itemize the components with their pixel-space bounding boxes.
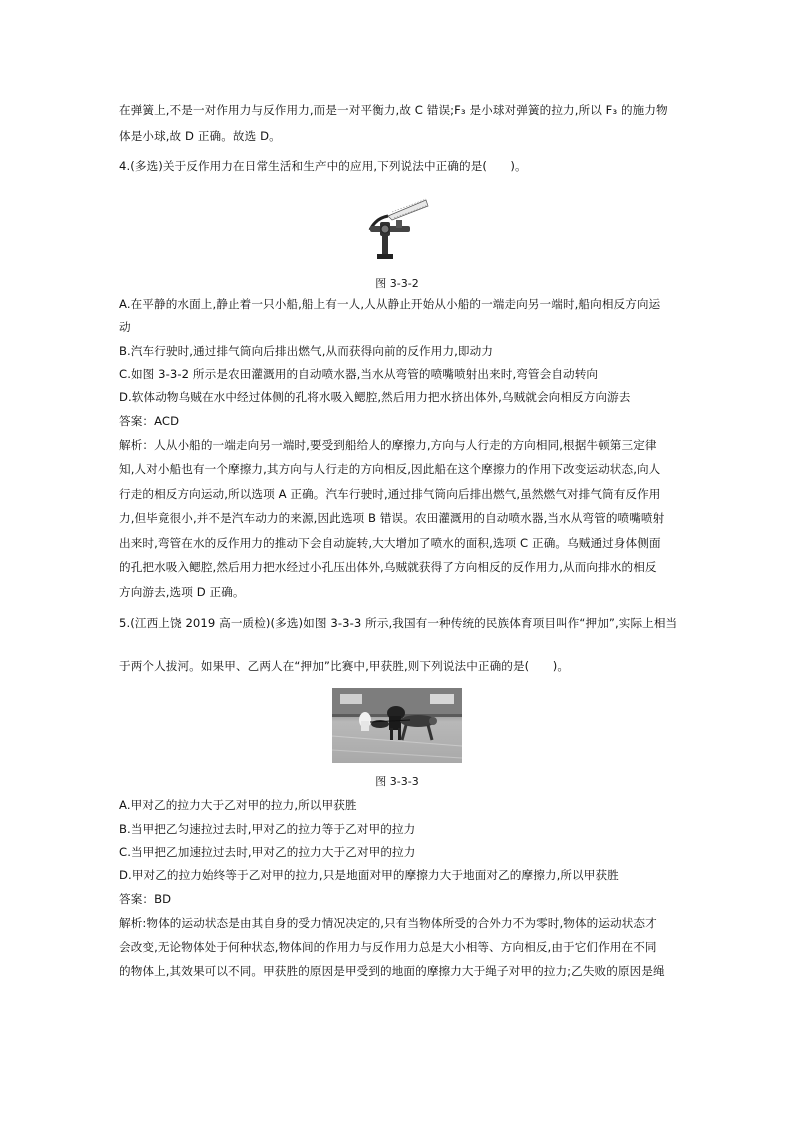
option-a: A.甲对乙的拉力大于乙对甲的拉力,所以甲获胜 [119, 798, 357, 812]
answer: 答案：BD [119, 892, 172, 906]
tug-of-war-photo [332, 688, 462, 763]
analysis-line: 知,人对小船也有一个摩擦力,其方向与人行走的方向相反,因此船在这个摩擦力的作用下改变运动状态,向人 [119, 462, 661, 476]
answer: 答案：ACD [119, 414, 180, 428]
analysis-line: 的孔把水吸入鳃腔,然后用力把水经过小孔压出体外,乌贼就获得了方向相反的反作用力,从而向排水的相反 [119, 560, 657, 574]
analysis-line: 解析：人从小船的一端走向另一端时,要受到船给人的摩擦力,方向与人行走的方向相同,根据牛顿第三定律 [119, 438, 657, 452]
analysis-line: 出来时,弯管在水的反作用力的推动下会自动旋转,大大增加了喷水的面积,选项 C 正确。乌贼通过身体侧面 [119, 536, 661, 550]
figure-caption: 图 3-3-3 [375, 775, 419, 788]
analysis-line: 方向游去,选项 D 正确。 [119, 585, 245, 599]
question-5-stem-continued: 于两个人拔河。如果甲、乙两人在“押加”比赛中,甲获胜,则下列说法中正确的是( )。 [119, 659, 570, 673]
figure-caption: 图 3-3-2 [375, 277, 419, 290]
option-d: D.甲对乙的拉力始终等于乙对甲的拉力,只是地面对甲的摩擦力大于地面对乙的摩擦力,所以甲获胜 [119, 868, 619, 882]
analysis-line: 的物体上,其效果可以不同。甲获胜的原因是甲受到的地面的摩擦力大于绳子对甲的拉力;乙失败的原因是绳 [119, 964, 665, 978]
continuation-line: 体是小球,故 D 正确。故选 D。 [119, 129, 281, 143]
option-b: B.汽车行驶时,通过排气筒向后排出燃气,从而获得向前的反作用力,即动力 [119, 344, 494, 358]
continuation-line: 在弹簧上,不是一对作用力与反作用力,而是一对平衡力,故 C 错误;F₃ 是小球对弹簧的拉力,所以 F₃ 的施力物 [119, 103, 668, 117]
analysis-line: 解析:物体的运动状态是由其自身的受力情况决定的,只有当物体所受的合外力不为零时,物体的运动状态才 [119, 916, 657, 930]
option-b: B.当甲把乙匀速拉过去时,甲对乙的拉力等于乙对甲的拉力 [119, 822, 416, 836]
option-a-continued: 动 [119, 320, 131, 334]
option-c: C.如图 3-3-2 所示是农田灌溉用的自动喷水器,当水从弯管的喷嘴喷射出来时,弯管会自动转向 [119, 367, 599, 381]
option-a: A.在平静的水面上,静止着一只小船,船上有一人,人从静止开始从小船的一端走向另一端时,船向相反方向运 [119, 297, 661, 311]
option-d: D.软体动物乌贼在水中经过体侧的孔将水吸入鳃腔,然后用力把水挤出体外,乌贼就会向相反方向游去 [119, 390, 631, 404]
analysis-line: 力,但毕竟很小,并不是汽车动力的来源,因此选项 B 错误。农田灌溉用的自动喷水器,当水从弯管的喷嘴喷射 [119, 511, 665, 525]
question-5-stem: 5.(江西上饶 2019 高一质检)(多选)如图 3-3-3 所示,我国有一种传统的民族体育项目叫作“押加”,实际上相当 [119, 616, 678, 630]
analysis-line: 行走的相反方向运动,所以选项 A 正确。汽车行驶时,通过排气筒向后排出燃气,虽然燃气对排气筒有反作用 [119, 487, 661, 501]
option-c: C.当甲把乙加速拉过去时,甲对乙的拉力大于乙对甲的拉力 [119, 845, 416, 859]
sprinkler-figure [366, 196, 430, 262]
analysis-line: 会改变,无论物体处于何种状态,物体间的作用力与反作用力总是大小相等、方向相反,由于它们作用在不同 [119, 940, 657, 954]
question-4-stem: 4.(多选)关于反作用力在日常生活和生产中的应用,下列说法中正确的是( )。 [119, 159, 527, 173]
